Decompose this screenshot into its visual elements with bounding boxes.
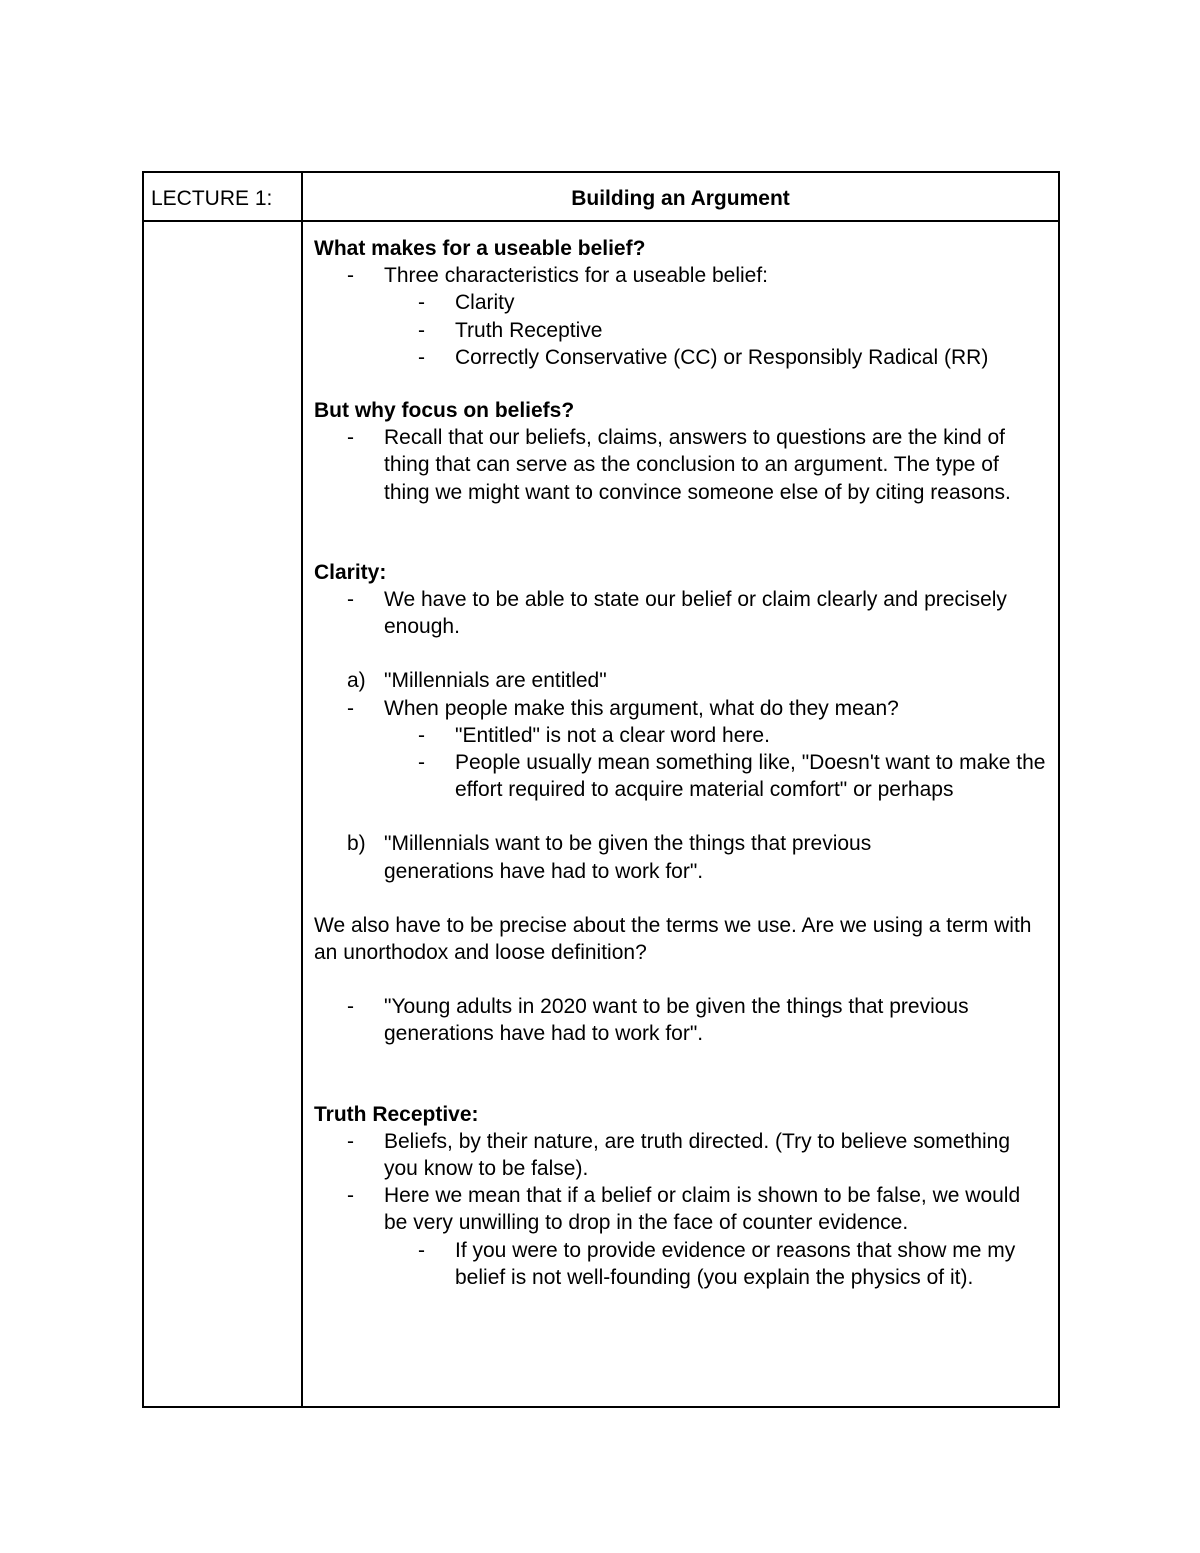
dash-marker: - <box>347 1129 354 1153</box>
section-heading-truth: Truth Receptive: <box>314 1102 479 1126</box>
list-item <box>314 1237 1049 1291</box>
list-item-text: Beliefs, by their nature, are truth directed. (Try to believe something you know to be false). <box>384 1129 1011 1181</box>
dash-marker: - <box>347 995 354 1019</box>
list-item <box>314 722 1049 749</box>
column-divider <box>301 173 303 1406</box>
list-item-text: "Young adults in 2020 want to be given the things that previous generations have had to work for". <box>384 995 969 1046</box>
lecture-title: Building an Argument <box>571 187 790 210</box>
dash-marker: - <box>418 723 425 747</box>
list-item <box>314 317 1049 344</box>
list-item <box>314 695 1049 722</box>
lecture-notes <box>314 235 1049 1291</box>
list-item-text: "Millennials want to be given the things that previous generations have had to work for". <box>384 832 872 883</box>
list-item <box>314 1128 1049 1182</box>
dash-marker: - <box>418 345 425 369</box>
list-item-text: Recall that our beliefs, claims, answers to questions are the kind of thing that can serve as the conclusion to an argument. The type of thing we might want to convince someone else of by citing reasons. <box>384 426 1011 504</box>
list-item <box>314 1182 1049 1236</box>
dash-marker: - <box>418 751 425 775</box>
list-item-text: Truth Receptive <box>455 318 603 342</box>
dash-marker: - <box>347 426 354 450</box>
lecture-table <box>142 171 1060 1408</box>
dash-marker: - <box>418 318 425 342</box>
list-item <box>314 262 1049 289</box>
list-item-text: Clarity <box>455 291 515 315</box>
list-item-text: Three characteristics for a useable belief: <box>384 264 769 288</box>
header-divider <box>144 220 1058 222</box>
list-item-text: Correctly Conservative (CC) or Responsibly Radical (RR) <box>455 345 989 369</box>
list-item <box>314 586 1049 640</box>
lecture-label: LECTURE 1: <box>151 187 273 210</box>
list-item <box>314 667 1049 694</box>
list-item-text: "Entitled" is not a clear word here. <box>455 723 770 747</box>
list-item <box>314 424 1049 506</box>
section-heading-usable: What makes for a useable belief? <box>314 237 646 260</box>
dash-marker: - <box>347 588 354 612</box>
dash-marker: - <box>347 696 354 720</box>
list-item-text: "Millennials are entitled" <box>384 669 607 693</box>
list-item-text: When people make this argument, what do they mean? <box>384 696 899 720</box>
dash-marker: - <box>418 291 425 315</box>
letter-marker-b: b) <box>347 832 366 856</box>
dash-marker: - <box>347 1184 354 1208</box>
list-item-text: People usually mean something like, "Doesn't want to make the effort required to acquire material comfort" or perhaps <box>455 751 1046 802</box>
list-item <box>314 993 1049 1047</box>
dash-marker: - <box>418 1238 425 1262</box>
dash-marker: - <box>347 264 354 288</box>
list-item <box>314 289 1049 316</box>
list-item <box>314 344 1049 371</box>
list-item <box>314 830 1049 884</box>
list-item-text: Here we mean that if a belief or claim is shown to be false, we would be very unwilling to drop in the face of counter evidence. <box>384 1184 1021 1235</box>
section-heading-why: But why focus on beliefs? <box>314 399 575 423</box>
paragraph-precise: We also have to be precise about the terms we use. Are we using a term with an unorthodox and loose definition? <box>314 913 1032 965</box>
list-item-text: If you were to provide evidence or reasons that show me my belief is not well-founding (you explain the physics of it). <box>455 1238 1016 1289</box>
section-heading-clarity: Clarity: <box>314 560 387 584</box>
list-item-text: We have to be able to state our belief or claim clearly and precisely enough. <box>384 588 1007 639</box>
list-item <box>314 749 1049 803</box>
letter-marker-a: a) <box>347 669 366 693</box>
